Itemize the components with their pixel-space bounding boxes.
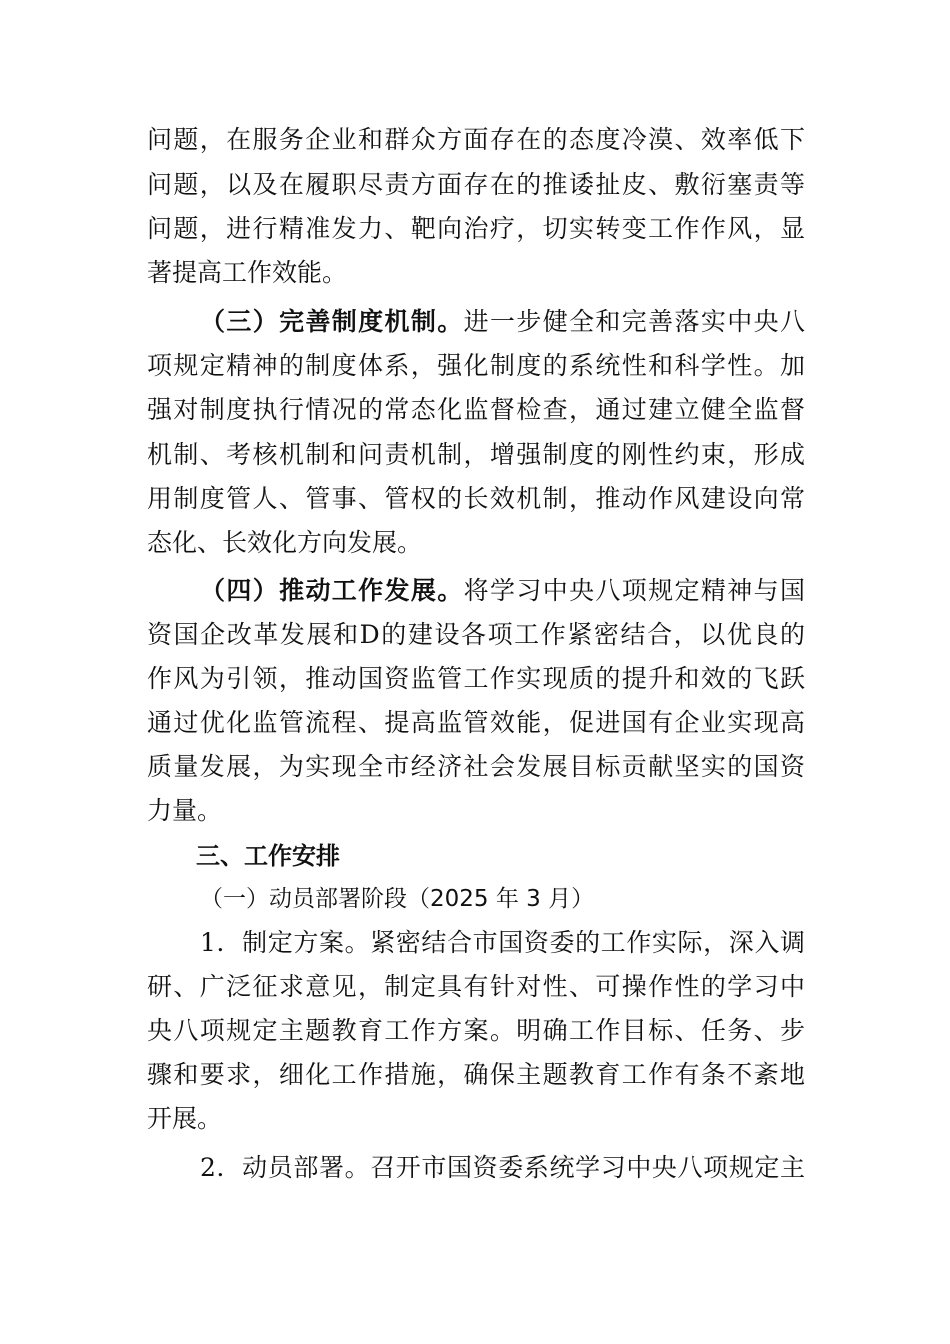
text-line: 态化、长效化方向发展。 — [147, 528, 423, 557]
text-line: 问题，以及在履职尽责方面存在的推诿扯皮、敷衍塞责等 — [147, 170, 805, 199]
text-line: 项规定精神的制度体系，强化制度的系统性和科学性。加 — [147, 351, 805, 380]
text-line: 通过优化监管流程、提高监管效能，促进国有企业实现高 — [147, 708, 805, 737]
text-line: 问题，进行精准发力、靶向治疗，切实转变工作作风，显 — [147, 214, 805, 243]
text-line: 用制度管人、管事、管权的长效机制，推动作风建设向常 — [147, 484, 805, 513]
text-line: 机制、考核机制和问责机制，增强制度的刚性约束，形成 — [147, 440, 805, 469]
text-line: 央八项规定主题教育工作方案。明确工作目标、任务、步 — [147, 1016, 805, 1045]
text-line: 问题，在服务企业和群众方面存在的态度冷漠、效率低下 — [147, 125, 805, 154]
text-line: 1．制定方案。紧密结合市国资委的工作实际，深入调 — [200, 928, 805, 957]
text-span: 进一步健全和完善落实中央八 — [463, 307, 805, 336]
text-line: 2．动员部署。召开市国资委系统学习中央八项规定主 — [200, 1153, 805, 1182]
paragraph-first-line — [200, 574, 805, 608]
paragraph-first-line — [200, 305, 805, 339]
section-heading: 三、工作安排 — [196, 842, 340, 870]
text-span: 将学习中央八项规定精神与国 — [463, 576, 805, 605]
text-line: 力量。 — [147, 796, 223, 825]
text-line: 质量发展，为实现全市经济社会发展目标贡献坚实的国资 — [147, 752, 805, 781]
text-line: 资国企改革发展和D的建设各项工作紧密结合，以优良的 — [147, 620, 805, 649]
text-line: 作风为引领，推动国资监管工作实现质的提升和效的飞跃 — [147, 664, 805, 693]
paragraph-lead: （三）完善制度机制。 — [200, 307, 464, 336]
text-line: 开展。 — [147, 1104, 223, 1133]
text-line: 著提高工作效能。 — [147, 258, 348, 287]
text-line: 骤和要求，细化工作措施，确保主题教育工作有条不紊地 — [147, 1060, 805, 1089]
paragraph-lead: （四）推动工作发展。 — [200, 576, 464, 605]
subsection-heading: （一）动员部署阶段（2025 年 3 月） — [200, 886, 595, 912]
text-line: 强对制度执行情况的常态化监督检查，通过建立健全监督 — [147, 395, 805, 424]
text-line: 研、广泛征求意见，制定具有针对性、可操作性的学习中 — [147, 972, 805, 1001]
